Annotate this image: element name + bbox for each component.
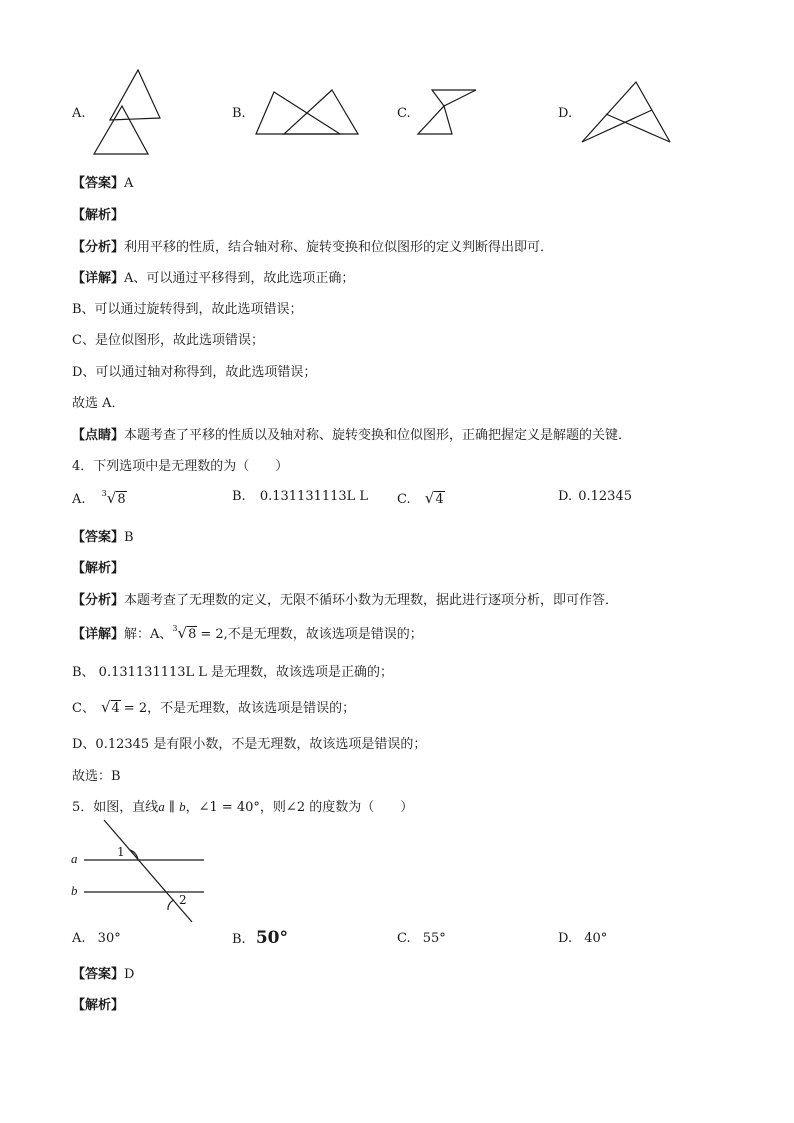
radicand: 8 [117, 492, 126, 507]
option-value: 50° [255, 928, 288, 948]
square-root [101, 698, 121, 716]
detail-tag: 【详解】 [72, 271, 125, 286]
detail-prefix: C、 [72, 701, 95, 716]
q3-detail-d: D、可以通过轴对称得到，故此选项错误； [72, 365, 317, 380]
q3-option-c-label: C. [397, 106, 411, 121]
radicand: 8 [188, 627, 197, 642]
answer-value: B [124, 530, 134, 545]
q5-option-b [232, 928, 288, 948]
analysis-tag: 【分析】 [72, 240, 125, 255]
q4-option-a [72, 489, 127, 507]
detail-prefix: 解：A、 [124, 627, 173, 642]
option-value: 0.131131113L L [259, 489, 369, 504]
q4-jiexi-tag: 【解析】 [72, 561, 125, 576]
equation: = 2 [123, 701, 148, 716]
q4-option-c [397, 489, 445, 507]
q4-detail-b: B、 0.131131113L L 是无理数，故该选项是正确的； [72, 665, 394, 680]
q3-option-d-label: D. [558, 106, 573, 121]
option-label: B. [232, 932, 246, 947]
q5-option-a [72, 931, 121, 946]
equation: = 2 [200, 627, 224, 642]
q3-figure-a [90, 68, 170, 158]
option-label: D. [558, 489, 573, 504]
q4-option-b [232, 489, 368, 504]
q3-figure-b [254, 88, 364, 138]
option-label: C. [397, 492, 411, 507]
comment-tag: 【点睛】 [72, 428, 125, 443]
q5-option-c [397, 931, 446, 946]
q3-detail [72, 267, 354, 286]
detail-a: A、可以通过平移得到，故此选项正确； [124, 271, 355, 286]
comment-text: 本题考查了平移的性质以及轴对称、旋转变换和位似图形，正确把握定义是解题的关键． [124, 428, 632, 443]
q5-fig-label-angle2: 2 [179, 893, 187, 907]
q3-option-a-label: A. [72, 106, 86, 121]
detail-suffix: ,不是无理数，故该选项是错误的； [223, 627, 423, 642]
answer-tag: 【答案】 [72, 176, 125, 191]
option-value: 55° [422, 931, 446, 946]
option-label: D. [558, 931, 573, 946]
option-label: A. [72, 931, 86, 946]
q5-fig-label-a: a [71, 851, 78, 866]
q3-answer-line [72, 172, 133, 191]
q4-analysis [72, 589, 618, 608]
q3-detail-b: B、可以通过旋转得到，故此选项错误； [72, 302, 303, 317]
q5-answer-line [72, 963, 134, 982]
q3-comment [72, 424, 631, 443]
parallel-symbol: ∥ [164, 800, 180, 815]
q4-answer-line [72, 526, 134, 545]
analysis-text: 本题考查了无理数的定义，无限不循环小数为无理数，据此进行逐项分析，即可作答． [124, 593, 619, 608]
square-root [425, 489, 445, 507]
q3-option-b-label: B. [232, 106, 246, 121]
option-label: B. [232, 489, 246, 504]
radical-sign-icon: √ [100, 698, 111, 716]
option-value: 0.12345 [578, 489, 632, 504]
detail-tag: 【详解】 [72, 627, 125, 642]
var-b: b [179, 799, 186, 814]
q5-fig-label-angle1: 1 [117, 845, 125, 859]
detail-suffix: ，不是无理数，故该选项是错误的； [147, 701, 356, 716]
q4-stem: 4．下列选项中是无理数的为（ ） [72, 459, 289, 474]
answer-value: A [124, 176, 134, 191]
q4-detail-d: D、0.12345 是有限小数，不是无理数，故该选项是错误的； [72, 737, 427, 752]
analysis-tag: 【分析】 [72, 593, 125, 608]
radical-sign-icon: √ [424, 489, 435, 507]
q5-figure-parallel-lines [70, 818, 210, 928]
q5-stem [72, 796, 413, 815]
analysis-text: 利用平移的性质，结合轴对称、旋转变换和位似图形的定义判断得出即可． [124, 240, 554, 255]
root-index: 3 [172, 623, 178, 633]
root-index: 3 [101, 488, 107, 498]
answer-tag: 【答案】 [72, 530, 125, 545]
radical-sign-icon: √ [106, 489, 117, 507]
q3-detail-c: C、是位似图形，故此选项错误； [72, 333, 264, 348]
cube-root [172, 624, 197, 642]
stem-prefix: 5．如图，直线 [72, 800, 159, 815]
q3-analysis [72, 236, 553, 255]
q3-jiexi-tag: 【解析】 [72, 208, 125, 223]
q4-choose: 故选：B [72, 769, 121, 784]
radicand: 4 [435, 492, 444, 507]
q5-option-d [558, 931, 607, 946]
q5-fig-label-b: b [71, 883, 78, 898]
q4-detail-c [72, 697, 355, 716]
option-value: 40° [584, 931, 608, 946]
option-value: 30° [97, 931, 121, 946]
q4-option-d [558, 489, 632, 504]
radical-sign-icon: √ [177, 624, 188, 642]
q3-choose: 故选 A． [72, 396, 125, 411]
q5-jiexi-tag: 【解析】 [72, 998, 125, 1013]
option-label: A. [72, 492, 86, 507]
cube-root [102, 489, 127, 507]
q3-figure-d [580, 78, 675, 148]
answer-tag: 【答案】 [72, 967, 125, 982]
q4-detail-a [72, 623, 423, 642]
option-label: C. [397, 931, 411, 946]
radicand: 4 [111, 701, 120, 716]
q3-figure-c [414, 86, 484, 141]
answer-value: D [124, 967, 135, 982]
stem-mid: ，∠1 = 40°，则∠2 的度数为（ ） [185, 800, 414, 815]
var-a: a [158, 799, 165, 814]
